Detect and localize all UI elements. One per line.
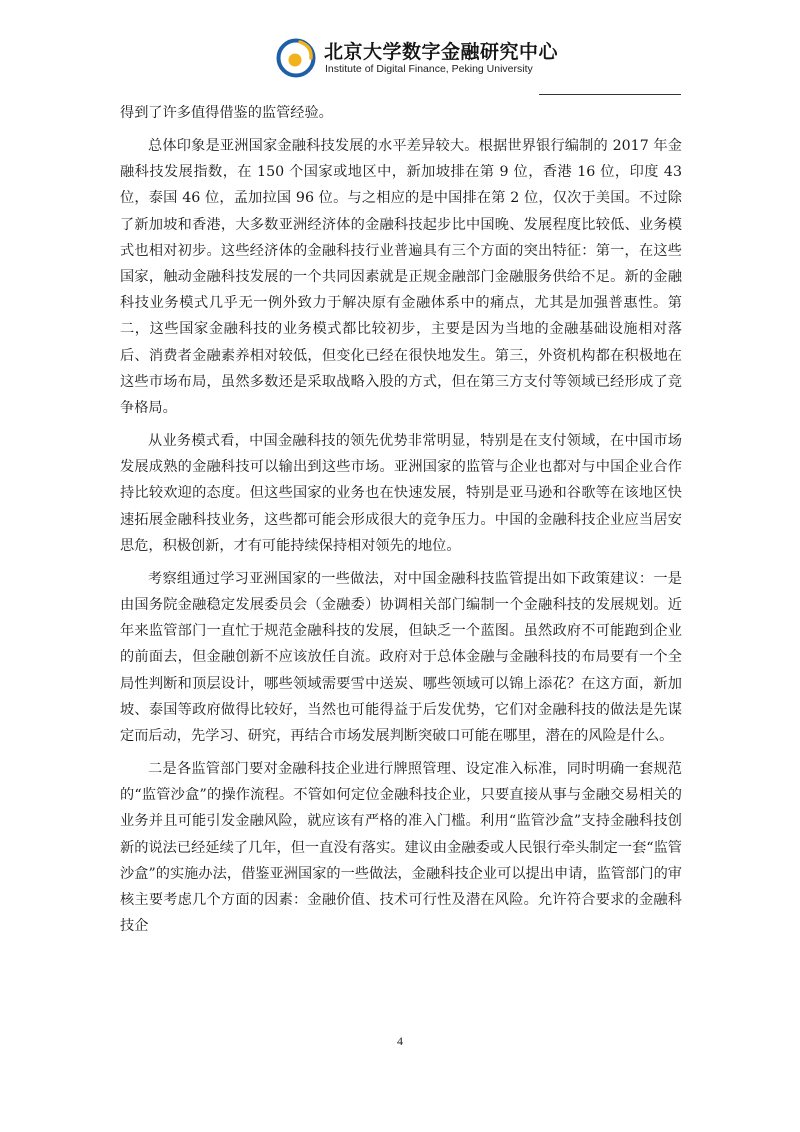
institution-name-cn: 北京大学数字金融研究中心 <box>324 41 559 63</box>
institution-header <box>274 36 559 80</box>
page-number: 4 <box>397 1034 403 1048</box>
paragraph: 总体印象是亚洲国家金融科技发展的水平差异较大。根据世界银行编制的 2017 年金融科技发展指数，在 150 个国家或地区中，新加坡排在第 9 位，香港 16 位，印度 43 位，泰国 46 位，孟加拉国 96 位。与之相应的是中国排在第 2 位，仅次于美国。不过除了新加坡和香港，大多数亚洲经济体的金融科技起步比中国晚、发展程度比较低、业务模式也相对初步。这些经济体的金融科技行业普遍具有三个方面的突出特征：第一，在这些国家，触动金融科技发展的一个共同因素就是正规金融部门金融服务供给不足。新的金融科技业务模式几乎无一例外致力于解决原有金融体系中的痛点，尤其是加强普惠性。第二，这些国家金融科技的业务模式都比较初步，主要是因为当地的金融基础设施相对落后、消费者金融素养相对较低，但变化已经在很快地发生。第三，外资机构都在积极地在这些市场布局，虽然多数还是采取战略入股的方式，但在第三方支付等领域已经形成了竞争格局。 <box>120 138 682 417</box>
institution-name-en: Institute of Digital Finance, Peking University <box>325 63 533 75</box>
pku-digital-finance-logo-icon <box>276 38 316 78</box>
paragraph: 从业务模式看，中国金融科技的领先优势非常明显，特别是在支付领域，在中国市场发展成熟的金融科技可以输出到这些市场。亚洲国家的监管与企业也都对与中国企业合作持比较欢迎的态度。但这些国家的业务也在快速发展，特别是亚马逊和谷歌等在该地区快速拓展金融科技业务，这些都可能会形成很大的竞争压力。中国的金融科技企业应当居安思危，积极创新，才有可能持续保持相对领先的地位。 <box>120 433 682 554</box>
paragraph-continued: 得到了许多值得借鉴的监管经验。 <box>120 105 333 121</box>
paragraph: 考察组通过学习亚洲国家的一些做法，对中国金融科技监管提出如下政策建议：一是由国务院金融稳定发展委员会（金融委）协调相关部门编制一个金融科技的发展规划。近年来监管部门一直忙于规范金融科技的发展，但缺乏一个蓝图。虽然政府不可能跑到企业的前面去，但金融创新不应该放任自流。政府对于总体金融与金融科技的布局要有一个全局性判断和顶层设计，哪些领域需要雪中送炭、哪些领域可以锦上添花？在这方面，新加坡、泰国等政府做得比较好，当然也可能得益于后发优势，它们对金融科技的做法是先谋定而后动，先学习、研究，再结合市场发展判断突破口可能在哪里，潜在的风险是什么。 <box>120 570 682 745</box>
document-body <box>120 100 682 946</box>
header-divider <box>539 94 681 95</box>
paragraph: 二是各监管部门要对金融科技企业进行牌照管理、设定准入标准，同时明确一套规范的“监管沙盒”的操作流程。不管如何定位金融科技企业，只要直接从事与金融交易相关的业务并且可能引发金融风险，就应该有严格的准入门槛。利用“监管沙盒”支持金融科技创新的说法已经延续了几年，但一直没有落实。建议由金融委或人民银行牵头制定一套“监管沙盒”的实施办法，借鉴亚洲国家的一些做法，金融科技企业可以提出申请，监管部门的审核主要考虑几个方面的因素：金融价值、技术可行性及潜在风险。允许符合要求的金融科技企 <box>120 761 682 935</box>
